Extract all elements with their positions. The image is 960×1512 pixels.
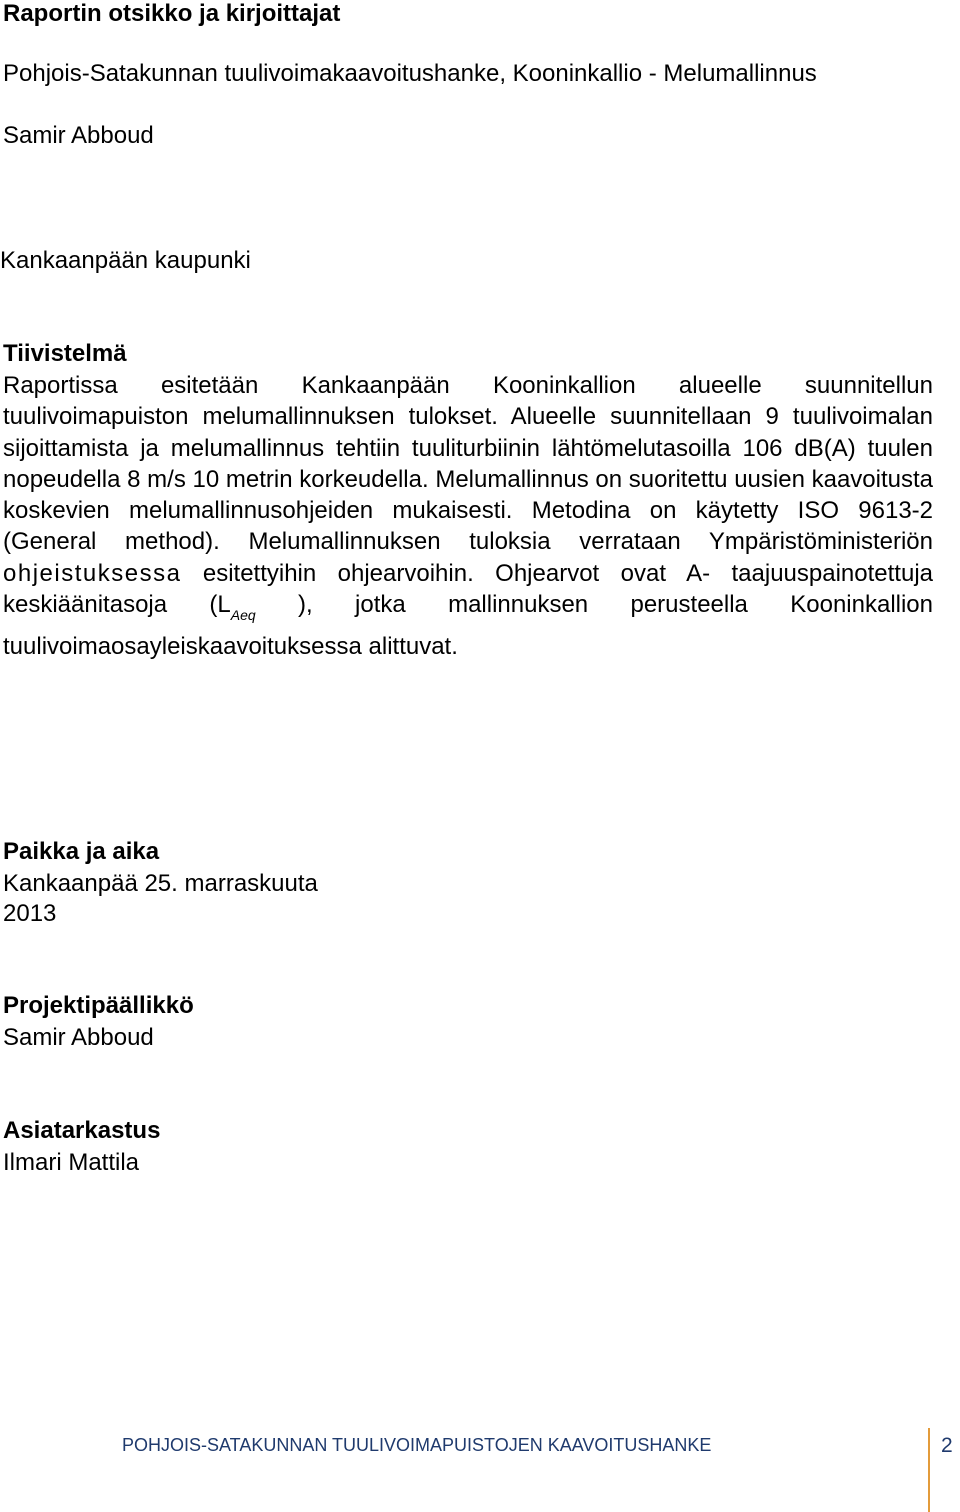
summary-paragraph bbox=[3, 370, 933, 663]
summary-heading: Tiivistelmä bbox=[3, 340, 127, 367]
report-client: Kankaanpään kaupunki bbox=[0, 247, 251, 274]
report-heading: Raportin otsikko ja kirjoittajat bbox=[3, 0, 341, 27]
review-heading: Asiatarkastus bbox=[3, 1117, 161, 1144]
review-name: Ilmari Mattila bbox=[3, 1149, 140, 1176]
report-title: Pohjois-Satakunnan tuulivoimakaavoitushanke, Kooninkallio - Melumallinnus bbox=[3, 60, 817, 87]
manager-heading: Projektipäällikkö bbox=[3, 992, 194, 1019]
summary-text-3: ), jotka mallinnuksen perusteella Kooninkallion tuulivoimaosayleiskaavoituksessa alittuvat. bbox=[3, 591, 934, 661]
summary-text-2: esitettyihin ohjearvoihin. Ohjearvot ovat A- taajuuspainotettuja keskiäänitasoja (L bbox=[3, 559, 933, 619]
footer-title: POHJOIS-SATAKUNNAN TUULIVOIMAPUISTOJEN KAAVOITUSHANKE bbox=[122, 1435, 712, 1455]
summary-text-1: Raportissa esitetään Kankaanpään Kooninkallion alueelle suunnitellun tuulivoimapuiston melumallinnuksen tulokset. Alueelle suunnitellaan 9 tuulivoimalan sijoittamista ja melumallinnus tehtiin tuuliturbiinin lähtömelutasoilla 106 dB(A) tuulen nopeudella 8 m/s 10 metrin korkeudella. Melumallinnus on suoritettu uusien kaavoitusta koskevien melumallinnusohjeiden mukaisesti. Metodina on käytetty ISO 9613-2 (General method). Melumallinnuksen tuloksia verrataan Ympäristöministeriön bbox=[3, 372, 933, 556]
manager-name: Samir Abboud bbox=[3, 1024, 154, 1051]
place-heading: Paikka ja aika bbox=[3, 838, 160, 865]
summary-spaced-word: ohjeistuksessa bbox=[3, 559, 182, 587]
page-number: 2 bbox=[941, 1434, 953, 1457]
summary-subscript: Aeq bbox=[230, 607, 256, 624]
place-year: 2013 bbox=[3, 900, 57, 927]
place-date-line: Kankaanpää 25. marraskuuta bbox=[3, 870, 318, 897]
report-author: Samir Abboud bbox=[3, 122, 154, 149]
footer-divider bbox=[928, 1428, 930, 1512]
